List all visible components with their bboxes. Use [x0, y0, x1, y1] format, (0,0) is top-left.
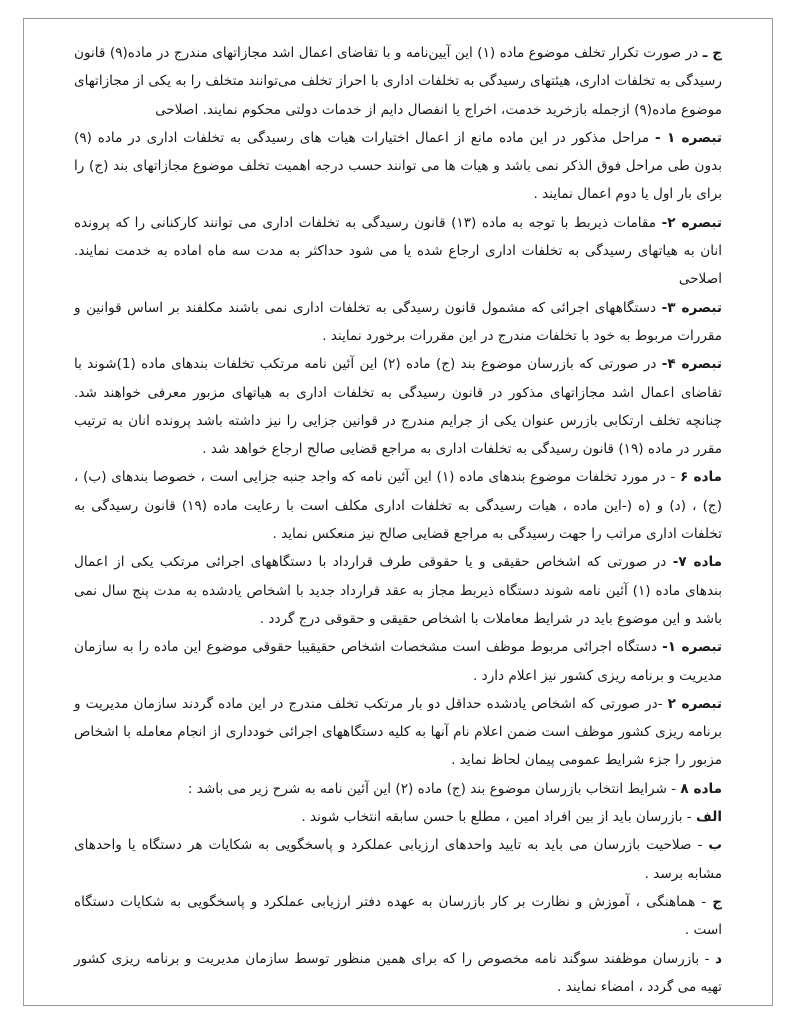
- paragraph-item-alef: [74, 803, 722, 831]
- paragraph-text: - در مورد تخلفات موضوع بندهای ماده (۱) این آئین نامه که واجد جنبه جزایی است ، خصوصا بندهای (ب) ، (ج) ، (د) و (ه (-این ماده ، هیات رسیدگی به تخلفات اداری مکلف است با رعایت ماده (۱۹) قانون رسیدگی به تخلفات اداری مراتب را جهت رسیدگی به مراجع قضایی صالح نیز منعکس نماید .: [74, 469, 722, 543]
- paragraph-lead: تبصره ۱ -: [655, 129, 723, 146]
- paragraph-text: در صورتی که اشخاص حقیقی و یا حقوقی طرف قرارداد با دستگاههای اجرائی مرتکب یکی از اعمال بندهای ماده (۱) آئین نامه شوند دستگاه ذیربط مجاز به عقد قرارداد جدید با اشخاص یادشده به مدت پنج سال نمی باشد و این موضوع باید در شرایط معاملات با اشخاص حقیقی و حقوقی درج گردد .: [74, 554, 722, 627]
- paragraph-text: - بازرسان موظفند سوگند نامه مخصوص را که برای همین منظور توسط سازمان مدیریت و برنامه ریزی کشور تهیه می گردد ، امضاء نمایند .: [74, 950, 722, 995]
- paragraph-text: دستگاههای اجرائی که مشمول قانون رسیدگی به تخلفات اداری نمی باشند مکلفند بر اساس قوانین و مقررات مربوط به خود با تخلفات مندرج در این مقررات برخورد نمایند .: [74, 299, 722, 344]
- paragraph-lead: تبصره ۲-: [661, 214, 722, 231]
- paragraph-text: -در صورتی که اشخاص یادشده حداقل دو بار مرتکب تخلف مندرج در این ماده گردند سازمان مدیریت و برنامه ریزی کشور موظف است ضمن اعلام نام آنها به کلیه دستگاههای اجرائی خودداری از انجام معامله با اشخاص مزبور را جزء شرایط عمومی پیمان لحاظ نماید .: [74, 695, 722, 769]
- paragraph-note-4: [74, 350, 722, 463]
- document-page: [23, 18, 773, 1006]
- paragraph-note-1: [74, 124, 722, 209]
- paragraph-lead: ب: [708, 837, 722, 854]
- paragraph-lead: ماده ۸: [680, 780, 722, 797]
- paragraph-lead: ماده ۶: [680, 469, 722, 486]
- paragraph-lead: تبصره ۳-: [661, 299, 723, 316]
- document-body: [74, 39, 722, 1001]
- paragraph-text: - شرایط انتخاب بازرسان موضوع بند (ج) ماده (۲) این آئین نامه به شرح زیر می باشد :: [187, 780, 681, 797]
- paragraph-article-7: [74, 548, 722, 633]
- paragraph-article-7-note-2: [74, 690, 722, 775]
- paragraph-note-2: [74, 209, 722, 294]
- paragraph-article-6: [74, 463, 722, 548]
- paragraph-item-jim: [74, 888, 722, 945]
- paragraph-text: - صلاحیت بازرسان می باید به تایید واحدهای ارزیابی عملکرد و پاسخگویی به شکایات هر دستگاه یا واحدهای مشابه برسد .: [74, 837, 722, 882]
- paragraph-text: در صورت تکرار تخلف موضوع ماده (۱) این آیین‌نامه و با تقاضای اعمال اشد مجازاتهای مندرج در ماده(۹) قانون رسیدگی به تخلفات اداری، هیئتهای رسیدگی به تخلفات اداری با احراز تخلف می‌توانند متخلف را به یکی از مجازاتهای موضوع ماده(۹) ازجمله بازخرید خدمت، اخراج یا انفصال دایم از خدمات دولتی محکوم نمایند. اصلاحی: [74, 45, 722, 118]
- paragraph-article-7-note-1: [74, 633, 722, 690]
- paragraph-lead: ج: [712, 893, 722, 910]
- paragraph-lead: تبصره ۲: [667, 695, 723, 712]
- paragraph-text: مراحل مذکور در این ماده مانع از اعمال اختیارات هیات های رسیدگی به تخلفات اداری در ماده (۹) بدون طی مراحل فوق الذکر نمی باشد و هیات ها می توانند حسب درجه اهمیت تخلف موضوع مجازاتهای بند (ج) را برای بار اول یا دوم اعمال نمایند .: [74, 129, 722, 203]
- paragraph-clause-j: [74, 39, 722, 124]
- paragraph-lead: تبصره ۱-: [662, 639, 723, 656]
- paragraph-item-be: [74, 831, 722, 888]
- paragraph-item-dal: [74, 945, 722, 1002]
- paragraph-note-3: [74, 294, 722, 351]
- paragraph-text: در صورتی که بازرسان موضوع بند (ج) ماده (۲) این آئین نامه مرتکب تخلفات بندهای ماده (1)شوند با تقاضای اعمال اشد مجازاتهای مذکور در قانون رسیدگی به تخلفات اداری به هیاتهای مزبور معرفی خواهند شد. چنانچه تخلف ارتکابی بازرس عنوان یکی از جرایم مندرج در قوانین جزایی را نیز داشته باشد پرونده انان به ترتیب مقرر در ماده (۱۹) قانون رسیدگی به تخلفات اداری به مراجع قضایی صالح ارجاع خواهد شد .: [74, 356, 722, 458]
- paragraph-text: - هماهنگی ، آموزش و نظارت بر کار بازرسان به عهده دفتر ارزیابی عملکرد و پاسخگویی به شکایات دستگاه است .: [74, 893, 722, 939]
- paragraph-lead: د: [715, 950, 722, 967]
- paragraph-lead: ج ـ: [702, 45, 722, 61]
- paragraph-article-8: [74, 775, 722, 803]
- paragraph-lead: الف: [696, 809, 722, 826]
- paragraph-lead: ماده ۷-: [672, 554, 722, 571]
- paragraph-text: دستگاه اجرائی مربوط موظف است مشخصات اشخاص حقیقیبا حقوقی موضوع این ماده را به سازمان مدیریت و برنامه ریزی کشور نیز اعلام دارد .: [74, 639, 722, 684]
- paragraph-text: مقامات ذیربط با توجه به ماده (۱۳) قانون رسیدگی به تخلفات اداری می توانند کارکنانی را که پرونده انان به هیاتهای رسیدگی به تخلفات اداری ارجاع شده یا می شود حداکثر به مدت سه ماه اماده به خدمت نمایند. اصلاحی: [74, 214, 722, 288]
- paragraph-text: - بازرسان باید از بین افراد امین ، مطلع با حسن سابقه انتخاب شوند .: [301, 809, 697, 826]
- paragraph-lead: تبصره ۴-: [661, 356, 722, 373]
